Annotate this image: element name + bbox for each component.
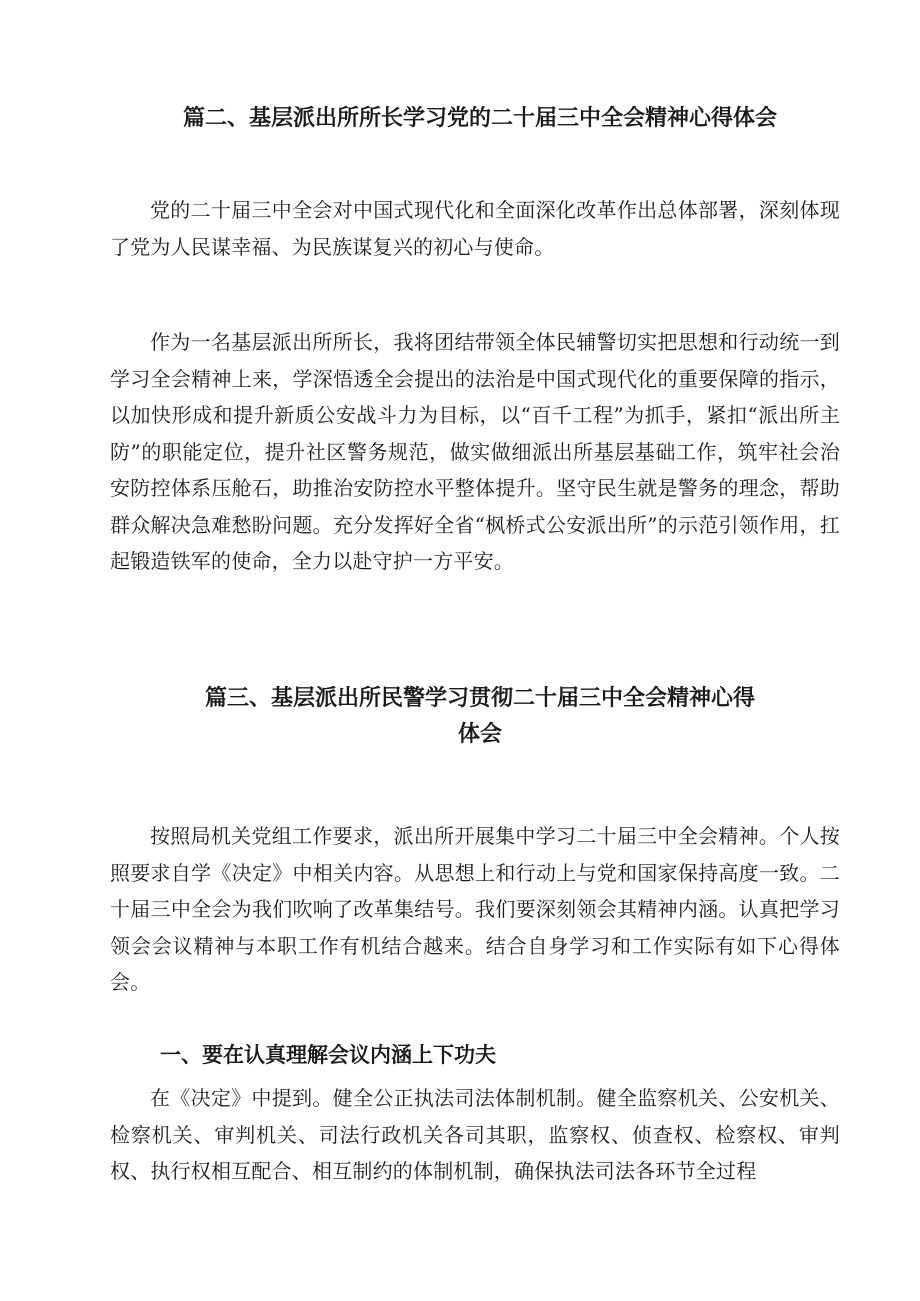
section-title-3-line-2: 体会 [457,722,502,747]
section-title-3 [100,684,860,750]
section-3-subparagraph-1: 在《决定》中提到。健全公正执法司法体制机制。健全监察机关、公安机关、检察机关、审判机关、司法行政机关各司其职，监察权、侦查权、检察权、审判权、执行权相互配合、相互制约的体制机制，确保执法司法各环节全过程 [110,1086,840,1183]
section-title-3-line-1: 篇三、基层派出所民警学习贯彻二十届三中全会精神心得 [204,686,755,711]
section-2-paragraph-2: 作为一名基层派出所所长，我将团结带领全体民辅警切实把思想和行动统一到学习全会精神上来，学深悟透全会提出的法治是中国式现代化的重要保障的指示，以加快形成和提升新质公安战斗力为目标，以“百千工程”为抓手，紧扣“派出所主防”的职能定位，提升社区警务规范，做实做细派出所基层基础工作，筑牢社会治安防控体系压舱石，助推治安防控水平整体提升。坚守民生就是警务的理念，帮助群众解决急难愁盼问题。充分发挥好全省“枫桥式公安派出所”的示范引领作用，扛起锻造铁军的使命，全力以赴守护一方平安。 [110,330,840,573]
section-title-2: 篇二、基层派出所所长学习党的二十届三中全会精神心得体会 [182,106,777,131]
section-3-subheading-1: 一、要在认真理解会议内涵上下功夫 [160,1043,496,1067]
section-3-paragraph-1: 按照局机关党组工作要求，派出所开展集中学习二十届三中全会精神。个人按照要求自学《决定》中相关内容。从思想上和行动上与党和国家保持高度一致。二十届三中全会为我们吹响了改革集结号。我们要深刻领会其精神内涵。认真把学习领会会议精神与本职工作有机结合越来。结合自身学习和工作实际有如下心得体会。 [110,824,840,994]
section-2-paragraph-1: 党的二十届三中全会对中国式现代化和全面深化改革作出总体部署，深刻体现了党为人民谋幸福、为民族谋复兴的初心与使命。 [110,198,840,259]
